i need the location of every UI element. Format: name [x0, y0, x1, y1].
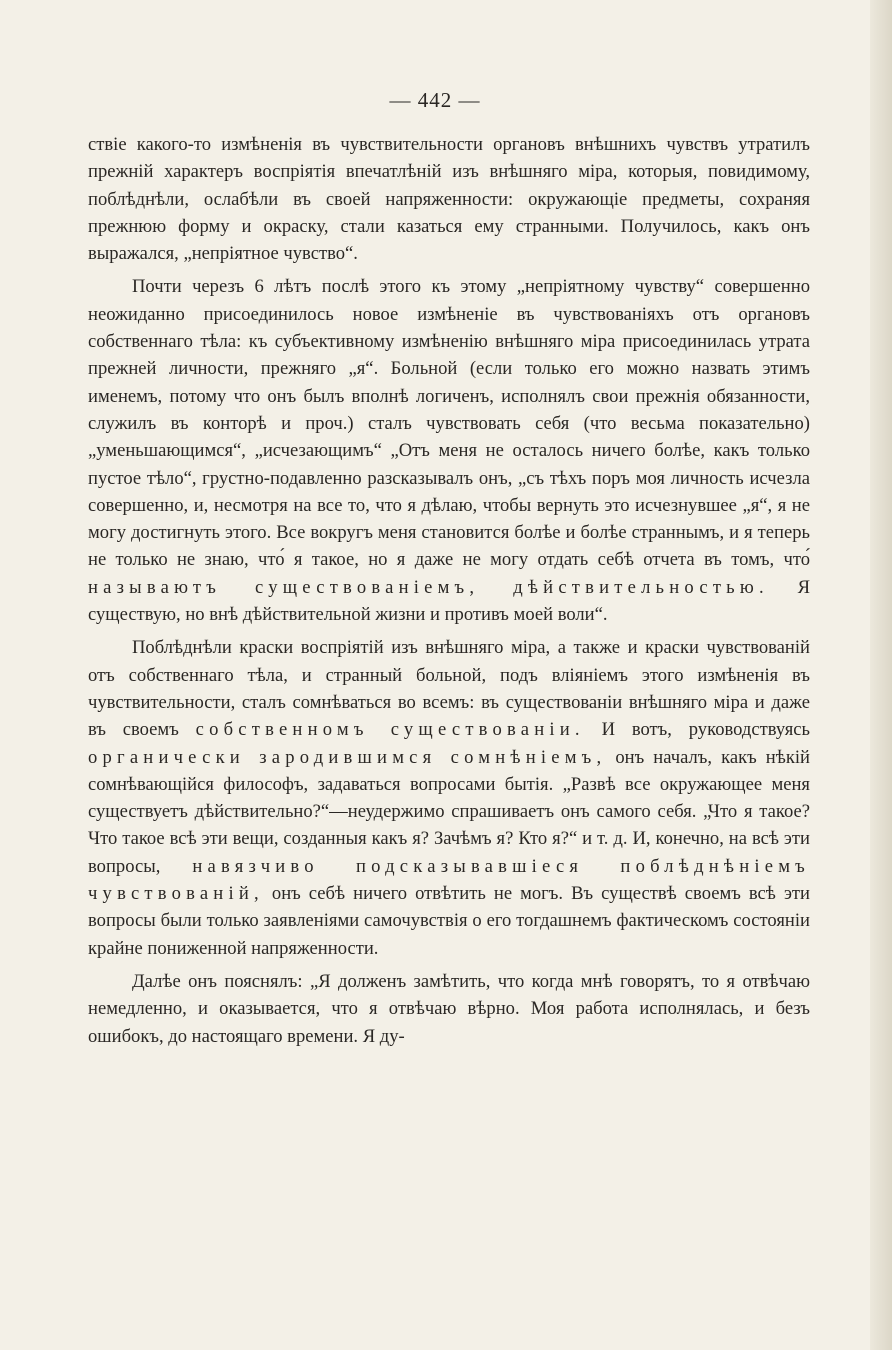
text-segment: онъ себѣ ничего отвѣтить не могъ. Въ существѣ своемъ всѣ эти вопросы были только заявленіями самочувствія о его тогдашнемъ фактическомъ состояніи крайне пониженной напряженности.: [88, 883, 810, 959]
spaced-emphasis: органически зародившимся сомнѣніемъ,: [88, 746, 607, 768]
text-segment: онъ началъ, какъ нѣкій сомнѣвающійся философъ, задаваться вопросами бытія. „Развѣ все окружающее меня существуетъ дѣйствительно?“—неудержимо спрашиваетъ онъ самого себя. „Что я такое? Что такое всѣ эти вещи, созданныя какъ я? Зачѣмъ я? Кто я?“ и т. д. И, конечно, на всѣ эти вопросы,: [88, 746, 810, 877]
paragraph: [88, 634, 810, 962]
text-segment: Далѣе онъ пояснялъ: „Я долженъ замѣтить, что когда мнѣ говорятъ, то я отвѣчаю немедленно, и оказывается, что я отвѣчаю вѣрно. Моя работа исполнялась, и безъ ошибокъ, до настоящаго времени. Я ду-: [88, 970, 810, 1047]
text-segment: Я существую, но внѣ дѣйствительной жизни и противъ моей воли“.: [88, 576, 810, 626]
page-edge-shadow: [870, 0, 892, 1350]
text-segment: И вотъ, руководствуясь: [584, 719, 811, 741]
page-number: — 442 —: [389, 88, 481, 112]
text-segment: Поблѣднѣли краски воспріятій изъ внѣшняго міра, а также и краски чувствованій отъ собственнаго тѣла, и странный больной, подъ вліяніемъ этого измѣненія въ чувствительности, сталъ сомнѣваться во всемъ: въ существованіи внѣшняго міра и даже въ своемъ: [88, 637, 810, 741]
paragraph: [88, 968, 810, 1050]
spaced-emphasis: называютъ существованіемъ, дѣйствительностью.: [88, 576, 769, 598]
body-text: [88, 131, 810, 1050]
text-segment: ствіе какого-то измѣненія въ чувствительности органовъ внѣшнихъ чувствъ утратилъ прежній характеръ воспріятія впечатлѣній изъ внѣшняго міра, которыя, повидимому, поблѣднѣли, ослабѣли въ своей напряженности: окружающіе предметы, сохраняя прежнюю форму и окраску, стали казаться ему странными. Получилось, какъ онъ выражался, „непріятное чувство“.: [88, 134, 810, 265]
text-segment: Почти черезъ 6 лѣтъ послѣ этого къ этому „непріятному чувству“ совершенно неожиданно присоединилось новое измѣненіе въ чувствованіяхъ отъ органовъ собственнаго тѣла: къ субъективному измѣненію внѣшняго міра присоединилась утрата прежней личности, прежняго „я“. Больной (если только его можно назвать этимъ именемъ, потому что онъ былъ вполнѣ логиченъ, исполнялъ свои прежнія обязанности, служилъ въ конторѣ и проч.) сталъ чувствовать себя (что весьма показательно) „уменьшающимся“, „исчезающимъ“ „Отъ меня не осталось ничего болѣе, какъ только пустое тѣло“, грустно-подавленно разсказывалъ онъ, „съ тѣхъ поръ моя личность исчезла совершенно, и, несмотря на все то, что я дѣлаю, чтобы вернуть это исчезнувшее „я“, я не могу достигнуть этого. Все вокругъ меня становится болѣе и болѣе страннымъ, и я теперь не только не знаю, что́ я такое, но я даже не могу отдать себѣ отчета въ томъ, что́: [88, 276, 810, 571]
paragraph: [88, 273, 810, 628]
spaced-emphasis: навязчиво подсказывавшіеся поблѣднѣніемъ чувствованій,: [88, 855, 810, 905]
spaced-emphasis: собственномъ существованіи.: [195, 719, 585, 741]
paragraph: [88, 131, 810, 267]
